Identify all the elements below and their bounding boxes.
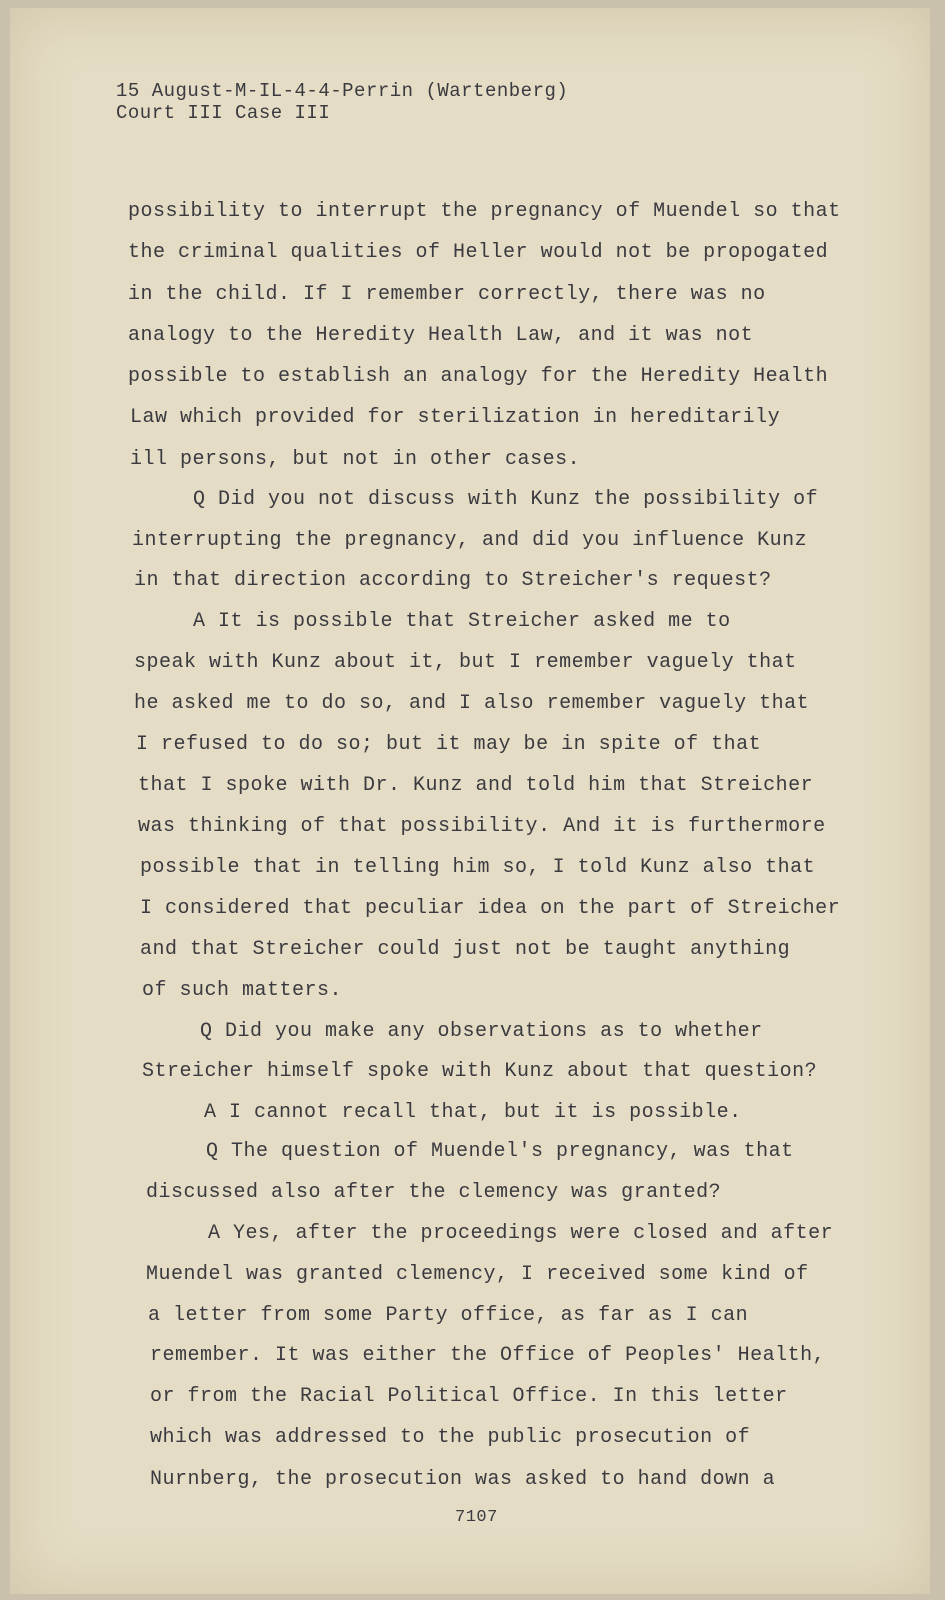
text-line: in the child. If I remember correctly, there was no xyxy=(128,283,766,306)
text-line: was thinking of that possibility. And it is furthermore xyxy=(138,815,826,838)
header-line-1: 15 August-M-IL-4-4-Perrin (Wartenberg) xyxy=(116,80,569,102)
text-line: of such matters. xyxy=(142,979,343,1002)
text-line: Nurnberg, the prosecution was asked to hand down a xyxy=(150,1468,776,1491)
text-line: possible that in telling him so, I told Kunz also that xyxy=(140,856,816,879)
text-line: ill persons, but not in other cases. xyxy=(130,448,581,471)
text-line: I refused to do so; but it may be in spite of that xyxy=(136,733,762,756)
page-number: 7107 xyxy=(455,1508,498,1527)
text-line: speak with Kunz about it, but I remember vaguely that xyxy=(134,651,797,674)
text-line: analogy to the Heredity Health Law, and it was not xyxy=(128,324,754,347)
text-line: which was addressed to the public prosecution of xyxy=(150,1426,751,1449)
header-line-2: Court III Case III xyxy=(116,102,331,124)
text-line: possible to establish an analogy for the Heredity Health xyxy=(128,365,829,388)
text-line: possibility to interrupt the pregnancy of Muendel so that xyxy=(128,200,841,223)
answer-line: A Yes, after the proceedings were closed and after xyxy=(208,1222,834,1245)
answer-line: A It is possible that Streicher asked me to xyxy=(193,610,731,633)
question-line: Q Did you not discuss with Kunz the possibility of xyxy=(193,488,819,511)
text-line: discussed also after the clemency was granted? xyxy=(146,1181,722,1204)
question-line: Q The question of Muendel's pregnancy, was that xyxy=(206,1140,794,1163)
text-line: Law which provided for sterilization in hereditarily xyxy=(130,406,781,429)
text-line: interrupting the pregnancy, and did you influence Kunz xyxy=(132,529,808,552)
text-line: a letter from some Party office, as far as I can xyxy=(148,1304,749,1327)
text-line: he asked me to do so, and I also remember vaguely that xyxy=(134,692,810,715)
text-line: the criminal qualities of Heller would not be propogated xyxy=(128,241,829,264)
answer-line: A I cannot recall that, but it is possible. xyxy=(204,1101,742,1124)
text-line: in that direction according to Streicher's request? xyxy=(134,569,772,592)
text-line: Streicher himself spoke with Kunz about that question? xyxy=(142,1060,818,1083)
text-line: and that Streicher could just not be taught anything xyxy=(140,938,791,961)
text-line: or from the Racial Political Office. In this letter xyxy=(150,1385,788,1408)
text-line: remember. It was either the Office of Peoples' Health, xyxy=(150,1344,826,1367)
text-line: Muendel was granted clemency, I received some kind of xyxy=(146,1263,809,1286)
question-line: Q Did you make any observations as to whether xyxy=(200,1020,763,1043)
text-line: I considered that peculiar idea on the part of Streicher xyxy=(140,897,841,920)
text-line: that I spoke with Dr. Kunz and told him that Streicher xyxy=(138,774,814,797)
